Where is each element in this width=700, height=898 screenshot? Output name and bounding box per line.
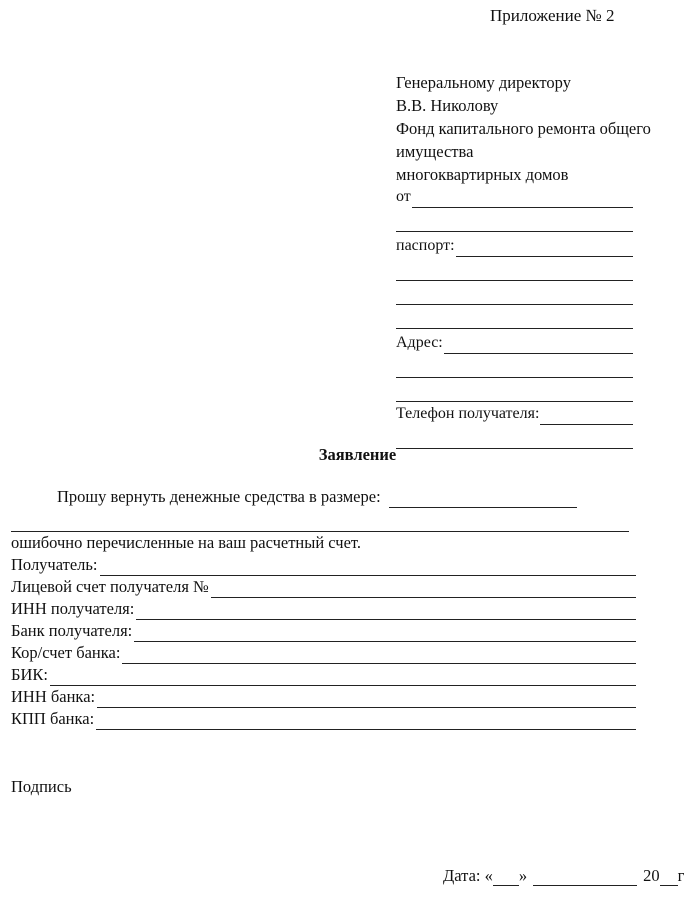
recipient-inn-label: ИНН получателя:: [11, 599, 135, 618]
recipient-inn-field[interactable]: [11, 598, 636, 620]
phone-label: Телефон получателя:: [396, 405, 540, 422]
bank-kpp-blank[interactable]: [96, 713, 636, 730]
date-month-blank[interactable]: [533, 869, 637, 886]
addressee-position: Генеральному директору: [396, 73, 571, 92]
request-text: Прошу вернуть денежные средства в размере:: [57, 487, 381, 506]
erroneous-text-row: [11, 532, 636, 554]
recipient-label: Получатель:: [11, 555, 98, 574]
personal-account-blank[interactable]: [211, 581, 636, 598]
addressee-org-line3: многоквартирных домов: [396, 165, 569, 184]
date-close-quote: »: [518, 866, 528, 885]
recipient-bank-blank[interactable]: [134, 625, 636, 642]
from-blank-line-2[interactable]: [396, 208, 633, 232]
bik-label: БИК:: [11, 665, 48, 684]
phone-blank[interactable]: [540, 408, 633, 425]
address-blank-line-3[interactable]: [396, 378, 633, 402]
date-day-blank[interactable]: [493, 869, 519, 886]
passport-blank-line-3[interactable]: [396, 281, 633, 305]
from-blank[interactable]: [412, 191, 633, 208]
amount-field[interactable]: [11, 486, 636, 508]
correspondent-account-label: Кор/счет банка:: [11, 643, 121, 662]
date-year-suffix: г: [677, 866, 685, 885]
bank-inn-field[interactable]: [11, 686, 636, 708]
passport-field[interactable]: [396, 235, 633, 257]
personal-account-label: Лицевой счет получателя №: [11, 577, 209, 596]
address-label: Адрес:: [396, 334, 443, 351]
bank-inn-blank[interactable]: [97, 691, 636, 708]
passport-blank-line-4[interactable]: [396, 305, 633, 329]
passport-blank[interactable]: [456, 240, 633, 257]
date-year-blank[interactable]: [660, 869, 678, 886]
addressee-block: [396, 71, 696, 449]
recipient-field[interactable]: [11, 554, 636, 576]
bik-blank[interactable]: [50, 669, 636, 686]
document-title: Заявление: [318, 445, 397, 464]
addressee-org-line2: имущества: [396, 142, 474, 161]
amount-blank[interactable]: [389, 491, 577, 508]
date-year-prefix: 20: [643, 866, 660, 885]
annex-number: Приложение № 2: [490, 6, 615, 25]
recipient-blank[interactable]: [100, 559, 636, 576]
from-field[interactable]: [396, 186, 633, 208]
erroneous-text: ошибочно перечисленные на ваш расчетный счет.: [11, 533, 362, 552]
bank-kpp-label: КПП банка:: [11, 709, 95, 728]
address-field[interactable]: [396, 332, 633, 354]
bik-field[interactable]: [11, 664, 636, 686]
phone-field[interactable]: [396, 403, 633, 425]
addressee-name: В.В. Николову: [396, 96, 499, 115]
recipient-bank-label: Банк получателя:: [11, 621, 133, 640]
signature-label: Подпись: [11, 777, 72, 796]
address-blank[interactable]: [444, 337, 633, 354]
passport-label: паспорт:: [396, 237, 455, 254]
amount-blank-line-2[interactable]: [11, 508, 629, 532]
personal-account-field[interactable]: [11, 576, 636, 598]
bank-kpp-field[interactable]: [11, 708, 636, 730]
passport-blank-line-2[interactable]: [396, 257, 633, 281]
recipient-bank-field[interactable]: [11, 620, 636, 642]
correspondent-account-blank[interactable]: [122, 647, 636, 664]
application-body: [11, 486, 636, 730]
from-label: от: [396, 188, 411, 205]
recipient-inn-blank[interactable]: [136, 603, 636, 620]
correspondent-account-field[interactable]: [11, 642, 636, 664]
date-label: Дата: «: [443, 866, 493, 885]
bank-inn-label: ИНН банка:: [11, 687, 96, 706]
date-field[interactable]: [443, 864, 684, 886]
addressee-org-line1: Фонд капитального ремонта общего: [396, 119, 651, 138]
address-blank-line-2[interactable]: [396, 354, 633, 378]
